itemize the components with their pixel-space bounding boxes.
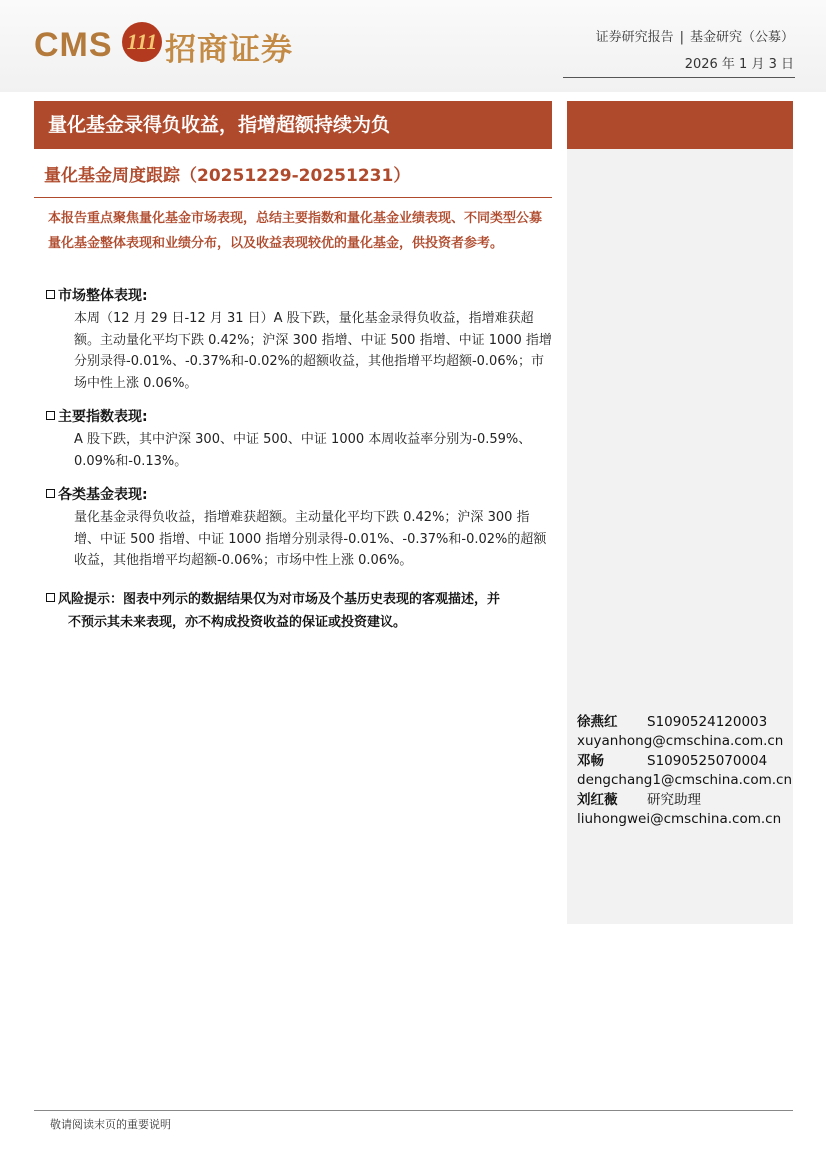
header-separator: | — [679, 30, 684, 45]
checkbox-bullet-icon — [46, 411, 55, 420]
analyst-email[interactable]: liuhongwei@cmschina.com.cn — [577, 811, 782, 828]
analyst-list — [577, 713, 791, 829]
section-body-indices: A 股下跌，其中沪深 300、中证 500、中证 1000 本周收益率分别为-0.59%、0.09%和-0.13%。 — [74, 432, 532, 469]
logo-cms-text: CMS — [34, 26, 113, 64]
risk-line-1: 风险提示：图表中列示的数据结果仅为对市场及个基历史表现的客观描述，并 — [58, 592, 501, 607]
subtitle-divider — [34, 197, 552, 198]
header-meta — [596, 26, 794, 72]
analyst-email[interactable]: xuyanhong@cmschina.com.cn — [577, 733, 784, 750]
logo-emblem-icon: 111 — [122, 22, 162, 62]
footer-note: 敬请阅读末页的重要说明 — [50, 1118, 171, 1131]
logo-chinese-name: 招商证券 — [165, 32, 293, 68]
section-heading-market — [46, 285, 148, 305]
checkbox-bullet-icon — [46, 489, 55, 498]
section-body-market: 本周（12 月 29 日-12 月 31 日）A 股下跌，量化基金录得负收益，指增难获超额。主动量化平均下跌 0.42%；沪深 300 指增、中证 500 指增、中证 1000 指增分别录得-0.01%、-0.37%和-0.02%的超额收益，其他指增平均超额-0.06%；市场中性上涨 0.06%。 — [74, 311, 552, 391]
section-body-funds: 量化基金录得负收益，指增难获超额。主动量化平均下跌 0.42%；沪深 300 指增、中证 500 指增、中证 1000 指增分别录得-0.01%、-0.37%和-0.02%的超额收益，其他指增平均超额-0.06%；市场中性上涨 0.06%。 — [74, 510, 547, 568]
analyst-row — [577, 791, 791, 810]
report-title: 量化基金录得负收益，指增超额持续为负 — [34, 101, 552, 149]
section-heading-text: 市场整体表现: — [58, 288, 148, 304]
report-date: 2026 年 1 月 3 日 — [684, 57, 794, 72]
analyst-title: 研究助理 — [647, 791, 701, 808]
analyst-id: S1090525070004 — [647, 752, 768, 769]
analyst-row — [577, 752, 791, 771]
analyst-email[interactable]: dengchang1@cmschina.com.cn — [577, 772, 793, 789]
intro-summary: 本报告重点聚焦量化基金市场表现，总结主要指数和量化基金业绩表现、不同类型公募量化基金整体表现和业绩分布，以及收益表现较优的量化基金，供投资者参考。 — [48, 211, 543, 251]
checkbox-bullet-icon — [46, 290, 55, 299]
report-subtitle: 量化基金周度跟踪（20251229-20251231） — [44, 166, 411, 186]
checkbox-bullet-icon — [46, 593, 55, 602]
section-heading-text: 各类基金表现: — [58, 487, 148, 503]
footer-divider — [34, 1110, 793, 1111]
report-type: 证券研究报告 — [595, 30, 674, 45]
section-heading-indices — [46, 406, 148, 426]
header-divider — [563, 77, 795, 78]
analyst-row — [577, 713, 791, 732]
report-category: 基金研究（公募） — [689, 30, 794, 45]
section-heading-text: 主要指数表现: — [58, 409, 148, 425]
risk-warning — [46, 589, 554, 634]
analyst-name: 徐燕红 — [577, 714, 618, 730]
risk-line-2: 不预示其未来表现，亦不构成投资收益的保证或投资建议。 — [68, 614, 407, 630]
sidebar-title-bar — [567, 101, 793, 149]
analyst-name: 刘红薇 — [577, 791, 618, 808]
analyst-id: S1090524120003 — [647, 714, 768, 730]
analyst-name: 邓畅 — [577, 752, 604, 769]
section-heading-funds — [46, 484, 148, 504]
